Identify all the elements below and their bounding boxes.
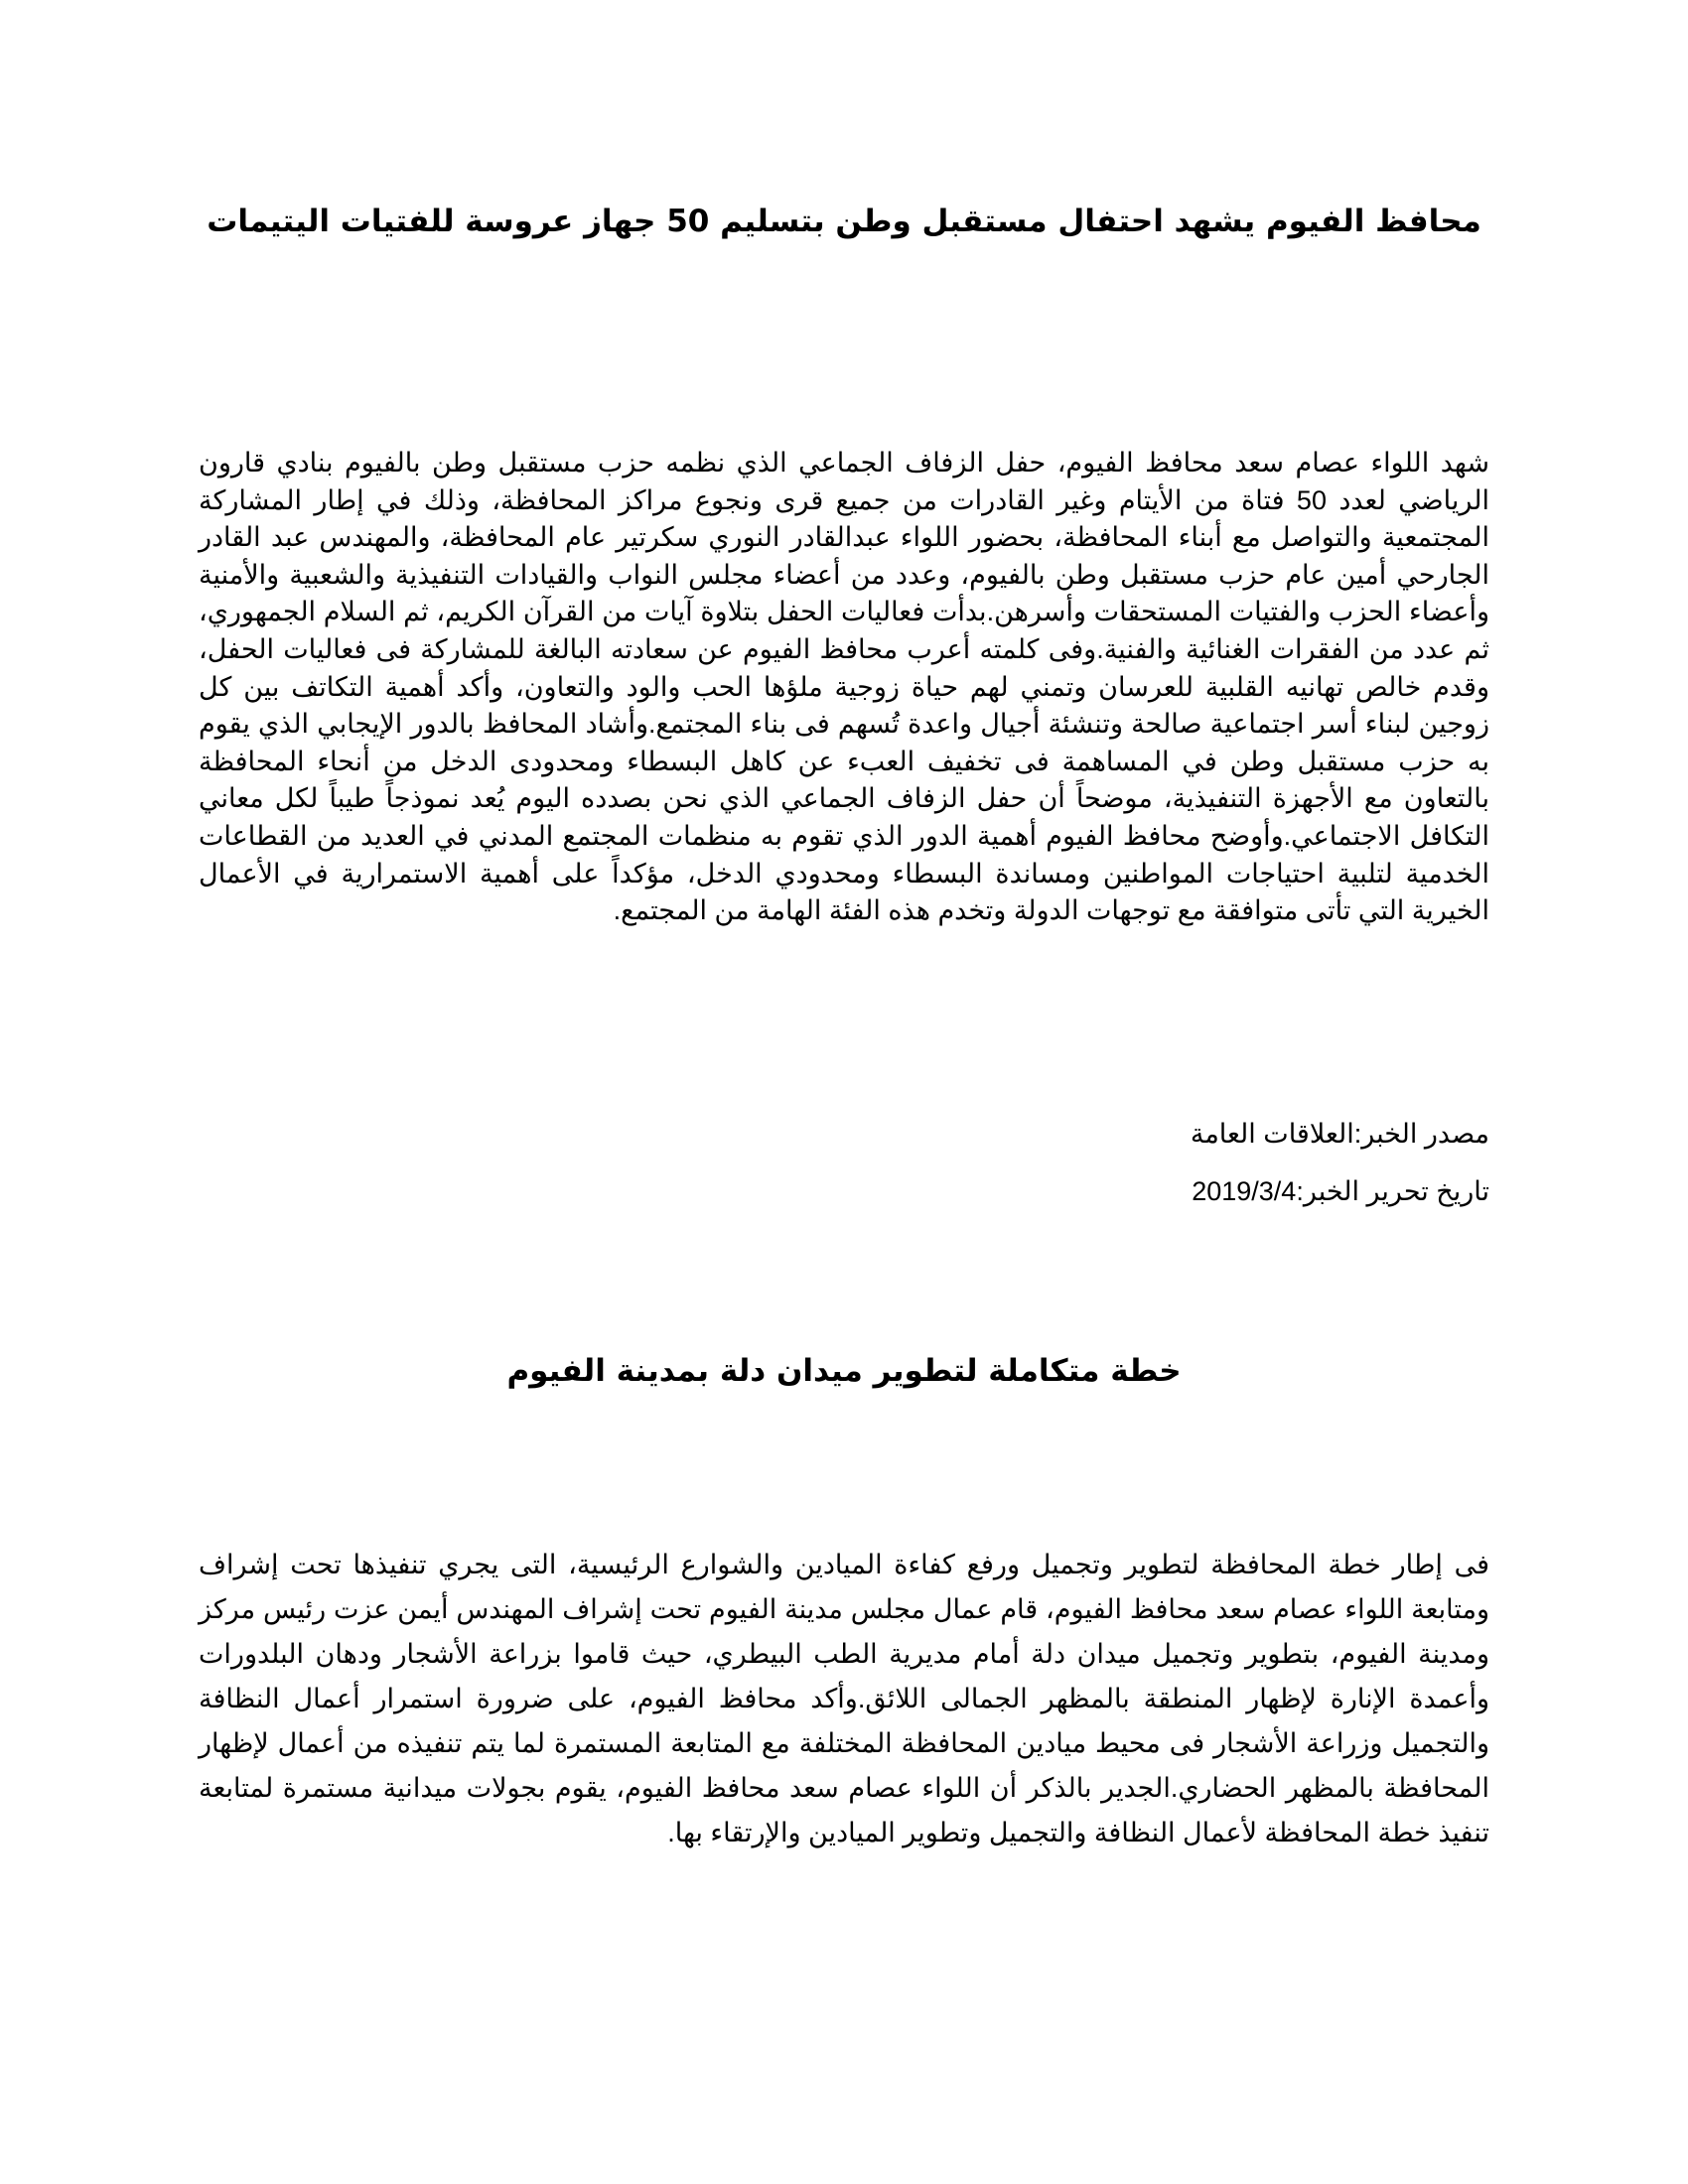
article-1-body: شهد اللواء عصام سعد محافظ الفيوم، حفل الزفاف الجماعي الذي نظمه حزب مستقبل وطن بالفيوم بنادي قارون الرياضي لعدد 50 فتاة من الأيتام وغير القادرات من جميع قرى ونجوع مراكز المحافظة، وذلك في إطار المشاركة المجتمعية والتواصل مع أبناء المحافظة، بحضور اللواء عبدالقادر النوري سكرتير عام المحافظة، والمهندس عبد القادر الجارحي أمين عام حزب مستقبل وطن بالفيوم، وعدد من أعضاء مجلس النواب والقيادات التنفيذية والشعبية والأمنية وأعضاء الحزب والفتيات المستحقات وأسرهن.بدأت فعاليات الحفل بتلاوة آيات من القرآن الكريم، ثم السلام الجمهوري، ثم عدد من الفقرات الغنائية والفنية.وفى كلمته أعرب محافظ الفيوم عن سعادته البالغة للمشاركة فى فعاليات الحفل، وقدم خالص تهانيه القلبية للعرسان وتمني لهم حياة زوجية ملؤها الحب والود والتعاون، وأكد أهمية التكاتف بين كل زوجين لبناء أسر اجتماعية صالحة وتنشئة أجيال واعدة تُسهم فى بناء المجتمع.وأشاد المحافظ بالدور الإيجابي الذي يقوم به حزب مستقبل وطن في المساهمة فى تخفيف العبء عن كاهل البسطاء ومحدودى الدخل من أنحاء المحافظة بالتعاون مع الأجهزة التنفيذية، موضحاً أن حفل الزفاف الجماعي الذي نحن بصدده اليوم يُعد نموذجاً طيباً لكل معاني التكافل الاجتماعي.وأوضح محافظ الفيوم أهمية الدور الذي تقوم به منظمات المجتمع المدني في العديد من القطاعات الخدمية لتلبية احتياجات المواطنين ومساندة البسطاء ومحدودي الدخل، مؤكداً على أهمية الاستمرارية في الأعمال الخيرية التي تأتى متوافقة مع توجهات الدولة وتخدم هذه الفئة الهامة من المجتمع. xyxy=(199,448,1489,926)
article-2-body: فى إطار خطة المحافظة لتطوير وتجميل ورفع كفاءة الميادين والشوارع الرئيسية، التى يجري تنفيذها تحت إشراف ومتابعة اللواء عصام سعد محافظ الفيوم، قام عمال مجلس مدينة الفيوم تحت إشراف المهندس أيمن عزت رئيس مركز ومدينة الفيوم، بتطوير وتجميل ميدان دلة أمام مديرية الطب البيطري، حيث قاموا بزراعة الأشجار ودهان البلدورات وأعمدة الإنارة لإظهار المنطقة بالمظهر الجمالى اللائق.وأكد محافظ الفيوم، على ضرورة استمرار أعمال النظافة والتجميل وزراعة الأشجار فى محيط ميادين المحافظة المختلفة مع المتابعة المستمرة لما يتم تنفيذه من أعمال لإظهار المحافظة بالمظهر الحضاري.الجدير بالذكر أن اللواء عصام سعد محافظ الفيوم، يقوم بجولات ميدانية مستمرة لمتابعة تنفيذ خطة المحافظة لأعمال النظافة والتجميل وتطوير الميادين والإرتقاء بها. xyxy=(199,1550,1489,1847)
article-1-date: تاريخ تحرير الخبر:2019/3/4 xyxy=(1192,1176,1489,1206)
article-2-title: خطة متكاملة لتطوير ميدان دلة بمدينة الفيوم xyxy=(506,1353,1182,1389)
document-page xyxy=(199,0,1489,2184)
article-1-title: محافظ الفيوم يشهد احتفال مستقبل وطن بتسليم 50 جهاز عروسة للفتيات اليتيمات xyxy=(207,204,1481,239)
article-1-source: مصدر الخبر:العلاقات العامة xyxy=(1190,1119,1489,1149)
